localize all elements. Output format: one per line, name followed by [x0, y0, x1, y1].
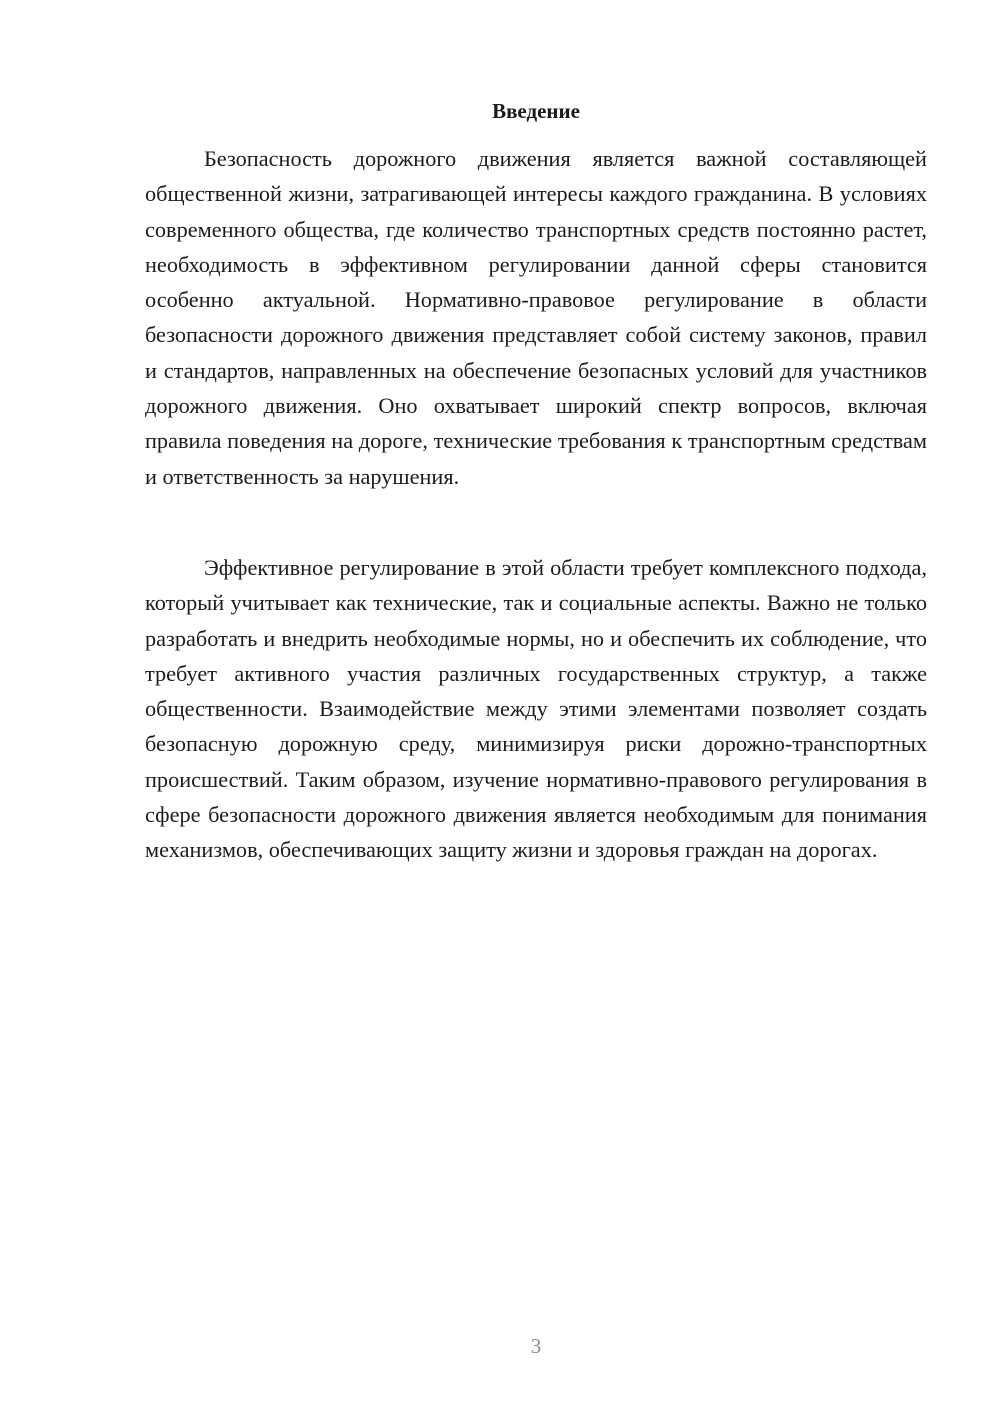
page-number: 3: [530, 1334, 542, 1358]
section-title: Введение: [492, 99, 580, 123]
paragraph-2: Эффективное регулирование в этой области требует комплексного подхода, который учитывает как технические, так и социальные аспекты. Важно не только разработать и внедрить необходимые нормы, но и обеспечить их соблюдение, что требует активного участия различных государственных структур, а также общественности. Взаимодействие между этими элементами позволяет создать безопасную дорожную среду, минимизируя риски дорожно-транспортных происшествий. Таким образом, изучение нормативно-правового регулирования в сфере безопасности дорожного движения является необходимым для понимания механизмов, обеспечивающих защиту жизни и здоровья граждан на дорогах.: [145, 555, 927, 863]
paragraph-1: Безопасность дорожного движения является важной составляющей общественной жизни, затрагивающей интересы каждого гражданина. В условиях современного общества, где количество транспортных средств постоянно растет, необходимость в эффективном регулировании данной сферы становится особенно актуальной. Нормативно-правовое регулирование в области безопасности дорожного движения представляет собой систему законов, правил и стандартов, направленных на обеспечение безопасных условий для участников дорожного движения. Оно охватывает широкий спектр вопросов, включая правила поведения на дороге, технические требования к транспортным средствам и ответственность за нарушения.: [145, 146, 927, 489]
